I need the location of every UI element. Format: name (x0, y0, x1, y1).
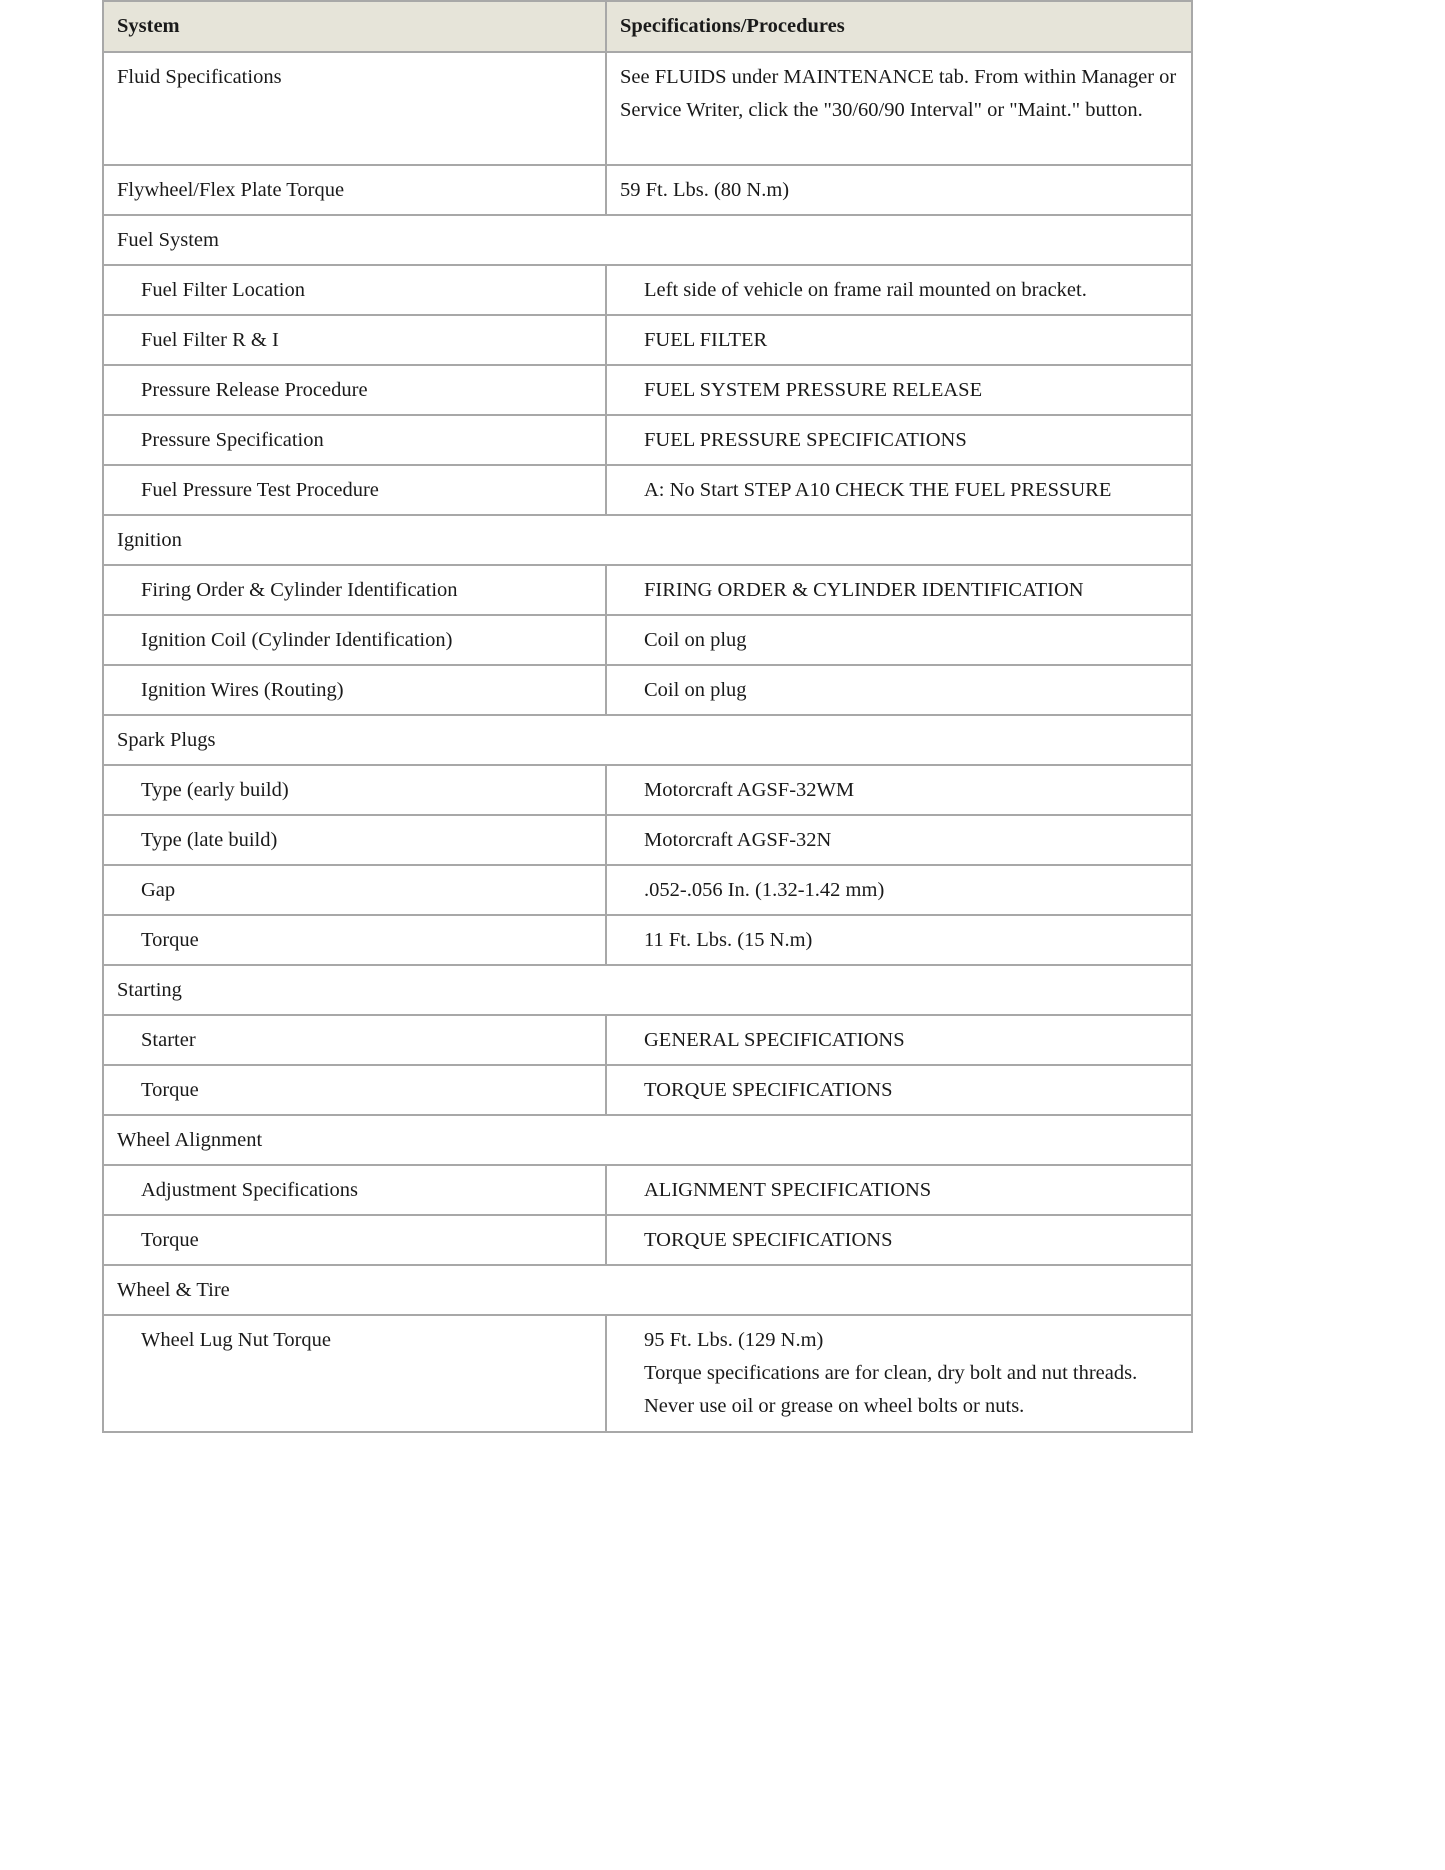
spec-line: Never use oil or grease on wheel bolts or nuts. (644, 1395, 1025, 1417)
section-row (103, 215, 1192, 265)
section-title: Ignition (103, 515, 1192, 565)
table-row (103, 1065, 1192, 1115)
system-cell: Torque (103, 1215, 606, 1265)
system-cell: Ignition Wires (Routing) (103, 665, 606, 715)
table-row (103, 265, 1192, 315)
section-title: Wheel Alignment (103, 1115, 1192, 1165)
table-row (103, 915, 1192, 965)
system-cell: Starter (103, 1015, 606, 1065)
table-row (103, 1215, 1192, 1265)
system-cell: Adjustment Specifications (103, 1165, 606, 1215)
table-row (103, 565, 1192, 615)
system-cell: Fuel Filter Location (103, 265, 606, 315)
system-cell: Firing Order & Cylinder Identification (103, 565, 606, 615)
spec-cell: .052-.056 In. (1.32-1.42 mm) (606, 865, 1192, 915)
system-cell: Pressure Specification (103, 415, 606, 465)
system-cell: Fuel Filter R & I (103, 315, 606, 365)
table-row (103, 1315, 1192, 1432)
spec-cell (606, 1315, 1192, 1432)
section-row (103, 1115, 1192, 1165)
spec-cell: GENERAL SPECIFICATIONS (606, 1015, 1192, 1065)
system-cell: Fluid Specifications (103, 52, 606, 165)
table-row (103, 315, 1192, 365)
table-row (103, 665, 1192, 715)
section-title: Starting (103, 965, 1192, 1015)
table-row (103, 815, 1192, 865)
table-row (103, 1165, 1192, 1215)
system-cell: Type (early build) (103, 765, 606, 815)
system-cell: Flywheel/Flex Plate Torque (103, 165, 606, 215)
spec-cell: 11 Ft. Lbs. (15 N.m) (606, 915, 1192, 965)
section-title: Spark Plugs (103, 715, 1192, 765)
section-row (103, 515, 1192, 565)
system-cell: Wheel Lug Nut Torque (103, 1315, 606, 1432)
spec-cell: Motorcraft AGSF-32N (606, 815, 1192, 865)
system-cell: Torque (103, 1065, 606, 1115)
system-cell: Gap (103, 865, 606, 915)
spec-cell: 59 Ft. Lbs. (80 N.m) (606, 165, 1192, 215)
table-row (103, 1015, 1192, 1065)
spec-cell: Left side of vehicle on frame rail mounted on bracket. (606, 265, 1192, 315)
spec-cell: FIRING ORDER & CYLINDER IDENTIFICATION (606, 565, 1192, 615)
section-row (103, 715, 1192, 765)
table-row (103, 415, 1192, 465)
spec-cell: TORQUE SPECIFICATIONS (606, 1215, 1192, 1265)
system-cell: Fuel Pressure Test Procedure (103, 465, 606, 515)
table-row (103, 765, 1192, 815)
section-title: Wheel & Tire (103, 1265, 1192, 1315)
specifications-table (102, 0, 1193, 1433)
spec-cell: ALIGNMENT SPECIFICATIONS (606, 1165, 1192, 1215)
column-header-system: System (103, 1, 606, 52)
table-header-row (103, 1, 1192, 52)
system-cell: Type (late build) (103, 815, 606, 865)
system-cell: Torque (103, 915, 606, 965)
spec-cell: FUEL SYSTEM PRESSURE RELEASE (606, 365, 1192, 415)
system-cell: Pressure Release Procedure (103, 365, 606, 415)
section-row (103, 1265, 1192, 1315)
spec-cell: FUEL PRESSURE SPECIFICATIONS (606, 415, 1192, 465)
table-row (103, 465, 1192, 515)
table-row (103, 865, 1192, 915)
spec-cell: Coil on plug (606, 665, 1192, 715)
column-header-specifications: Specifications/Procedures (606, 1, 1192, 52)
spec-line: Torque specifications are for clean, dry bolt and nut threads. (644, 1362, 1138, 1384)
table-row (103, 165, 1192, 215)
section-title: Fuel System (103, 215, 1192, 265)
spec-cell: Motorcraft AGSF-32WM (606, 765, 1192, 815)
spec-cell: See FLUIDS under MAINTENANCE tab. From within Manager or Service Writer, click the "30/60/90 Interval" or "Maint." button. (606, 52, 1192, 165)
table-row (103, 365, 1192, 415)
spec-cell: FUEL FILTER (606, 315, 1192, 365)
section-row (103, 965, 1192, 1015)
spec-cell: A: No Start STEP A10 CHECK THE FUEL PRESSURE (606, 465, 1192, 515)
table-row (103, 615, 1192, 665)
spec-cell: Coil on plug (606, 615, 1192, 665)
spec-line: 95 Ft. Lbs. (129 N.m) (644, 1329, 824, 1351)
system-cell: Ignition Coil (Cylinder Identification) (103, 615, 606, 665)
spec-cell: TORQUE SPECIFICATIONS (606, 1065, 1192, 1115)
table-row (103, 52, 1192, 165)
